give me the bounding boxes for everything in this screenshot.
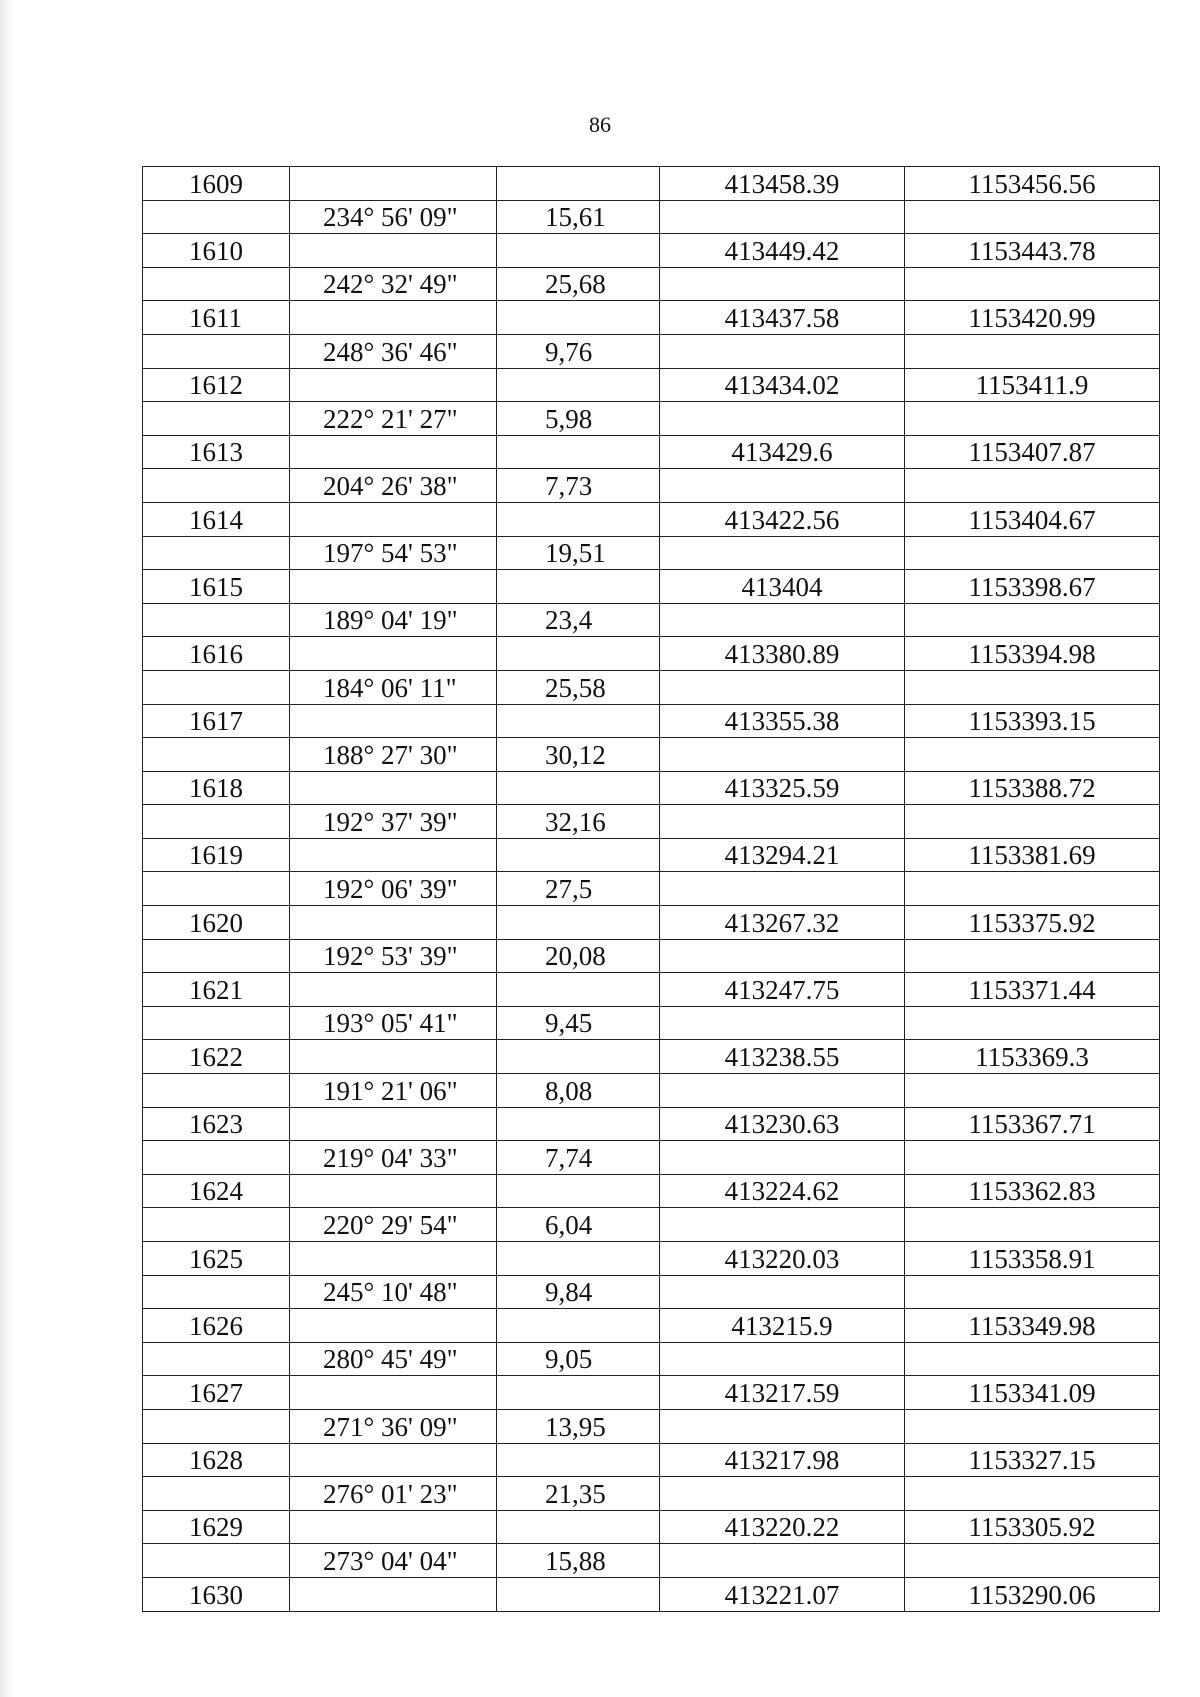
point-row bbox=[143, 1174, 1160, 1208]
empty-cell bbox=[497, 1376, 660, 1410]
empty-cell bbox=[143, 267, 290, 301]
empty-cell bbox=[660, 1544, 905, 1578]
empty-cell bbox=[143, 805, 290, 839]
empty-cell bbox=[905, 670, 1160, 704]
point-number: 1617 bbox=[143, 704, 290, 738]
y-coordinate: 1153305.92 bbox=[905, 1510, 1160, 1544]
segment-row bbox=[143, 267, 1160, 301]
y-coordinate: 1153398.67 bbox=[905, 570, 1160, 604]
empty-cell bbox=[660, 1006, 905, 1040]
x-coordinate: 413422.56 bbox=[660, 502, 905, 536]
segment-distance: 15,88 bbox=[497, 1544, 660, 1578]
bearing-angle: 219° 04' 33" bbox=[290, 1141, 497, 1175]
y-coordinate: 1153407.87 bbox=[905, 435, 1160, 469]
segment-distance: 25,58 bbox=[497, 670, 660, 704]
point-number: 1619 bbox=[143, 838, 290, 872]
empty-cell bbox=[143, 939, 290, 973]
x-coordinate: 413220.22 bbox=[660, 1510, 905, 1544]
segment-distance: 7,74 bbox=[497, 1141, 660, 1175]
x-coordinate: 413404 bbox=[660, 570, 905, 604]
y-coordinate: 1153327.15 bbox=[905, 1443, 1160, 1477]
point-row bbox=[143, 704, 1160, 738]
empty-cell bbox=[290, 1443, 497, 1477]
empty-cell bbox=[143, 738, 290, 772]
empty-cell bbox=[660, 738, 905, 772]
empty-cell bbox=[143, 469, 290, 503]
empty-cell bbox=[143, 872, 290, 906]
bearing-angle: 276° 01' 23" bbox=[290, 1477, 497, 1511]
point-number: 1628 bbox=[143, 1443, 290, 1477]
empty-cell bbox=[497, 1577, 660, 1611]
x-coordinate: 413238.55 bbox=[660, 1040, 905, 1074]
bearing-angle: 273° 04' 04" bbox=[290, 1544, 497, 1578]
empty-cell bbox=[290, 368, 497, 402]
coordinates-table bbox=[142, 166, 1160, 1612]
segment-row bbox=[143, 670, 1160, 704]
point-number: 1609 bbox=[143, 167, 290, 201]
point-row bbox=[143, 771, 1160, 805]
point-number: 1622 bbox=[143, 1040, 290, 1074]
point-row bbox=[143, 838, 1160, 872]
x-coordinate: 413437.58 bbox=[660, 301, 905, 335]
y-coordinate: 1153443.78 bbox=[905, 234, 1160, 268]
point-row bbox=[143, 1577, 1160, 1611]
empty-cell bbox=[143, 1342, 290, 1376]
point-row bbox=[143, 1107, 1160, 1141]
point-number: 1614 bbox=[143, 502, 290, 536]
segment-row bbox=[143, 939, 1160, 973]
empty-cell bbox=[660, 469, 905, 503]
point-number: 1611 bbox=[143, 301, 290, 335]
empty-cell bbox=[905, 1477, 1160, 1511]
empty-cell bbox=[290, 1242, 497, 1276]
empty-cell bbox=[290, 167, 497, 201]
segment-row bbox=[143, 402, 1160, 436]
empty-cell bbox=[143, 1208, 290, 1242]
y-coordinate: 1153456.56 bbox=[905, 167, 1160, 201]
page-number: 86 bbox=[589, 112, 611, 137]
point-row bbox=[143, 906, 1160, 940]
empty-cell bbox=[905, 1275, 1160, 1309]
bearing-angle: 280° 45' 49" bbox=[290, 1342, 497, 1376]
y-coordinate: 1153375.92 bbox=[905, 906, 1160, 940]
x-coordinate: 413325.59 bbox=[660, 771, 905, 805]
segment-distance: 30,12 bbox=[497, 738, 660, 772]
x-coordinate: 413224.62 bbox=[660, 1174, 905, 1208]
y-coordinate: 1153341.09 bbox=[905, 1376, 1160, 1410]
y-coordinate: 1153381.69 bbox=[905, 838, 1160, 872]
bearing-angle: 245° 10' 48" bbox=[290, 1275, 497, 1309]
empty-cell bbox=[660, 603, 905, 637]
segment-distance: 9,84 bbox=[497, 1275, 660, 1309]
empty-cell bbox=[143, 1544, 290, 1578]
empty-cell bbox=[290, 973, 497, 1007]
bearing-angle: 191° 21' 06" bbox=[290, 1074, 497, 1108]
segment-distance: 9,76 bbox=[497, 334, 660, 368]
empty-cell bbox=[905, 1409, 1160, 1443]
segment-row bbox=[143, 1208, 1160, 1242]
point-row bbox=[143, 973, 1160, 1007]
point-number: 1615 bbox=[143, 570, 290, 604]
point-row bbox=[143, 1309, 1160, 1343]
empty-cell bbox=[290, 1309, 497, 1343]
point-number: 1610 bbox=[143, 234, 290, 268]
y-coordinate: 1153394.98 bbox=[905, 637, 1160, 671]
y-coordinate: 1153393.15 bbox=[905, 704, 1160, 738]
empty-cell bbox=[905, 200, 1160, 234]
empty-cell bbox=[660, 1074, 905, 1108]
empty-cell bbox=[905, 1141, 1160, 1175]
bearing-angle: 193° 05' 41" bbox=[290, 1006, 497, 1040]
point-number: 1625 bbox=[143, 1242, 290, 1276]
x-coordinate: 413449.42 bbox=[660, 234, 905, 268]
empty-cell bbox=[660, 670, 905, 704]
empty-cell bbox=[143, 200, 290, 234]
segment-distance: 19,51 bbox=[497, 536, 660, 570]
empty-cell bbox=[497, 301, 660, 335]
empty-cell bbox=[497, 637, 660, 671]
segment-distance: 15,61 bbox=[497, 200, 660, 234]
empty-cell bbox=[290, 1107, 497, 1141]
empty-cell bbox=[497, 167, 660, 201]
empty-cell bbox=[660, 1141, 905, 1175]
y-coordinate: 1153349.98 bbox=[905, 1309, 1160, 1343]
empty-cell bbox=[143, 536, 290, 570]
empty-cell bbox=[290, 301, 497, 335]
empty-cell bbox=[905, 334, 1160, 368]
bearing-angle: 192° 53' 39" bbox=[290, 939, 497, 973]
empty-cell bbox=[497, 1107, 660, 1141]
empty-cell bbox=[905, 1342, 1160, 1376]
y-coordinate: 1153371.44 bbox=[905, 973, 1160, 1007]
bearing-angle: 222° 21' 27" bbox=[290, 402, 497, 436]
bearing-angle: 242° 32' 49" bbox=[290, 267, 497, 301]
empty-cell bbox=[660, 1409, 905, 1443]
bearing-angle: 234° 56' 09" bbox=[290, 200, 497, 234]
empty-cell bbox=[905, 267, 1160, 301]
empty-cell bbox=[290, 502, 497, 536]
y-coordinate: 1153367.71 bbox=[905, 1107, 1160, 1141]
x-coordinate: 413429.6 bbox=[660, 435, 905, 469]
x-coordinate: 413247.75 bbox=[660, 973, 905, 1007]
scan-edge-shadow bbox=[0, 0, 14, 1697]
point-number: 1612 bbox=[143, 368, 290, 402]
segment-row bbox=[143, 536, 1160, 570]
empty-cell bbox=[290, 1510, 497, 1544]
y-coordinate: 1153420.99 bbox=[905, 301, 1160, 335]
bearing-angle: 189° 04' 19" bbox=[290, 603, 497, 637]
point-row bbox=[143, 637, 1160, 671]
empty-cell bbox=[660, 1477, 905, 1511]
empty-cell bbox=[290, 704, 497, 738]
segment-distance: 7,73 bbox=[497, 469, 660, 503]
empty-cell bbox=[497, 704, 660, 738]
segment-distance: 6,04 bbox=[497, 1208, 660, 1242]
segment-distance: 9,05 bbox=[497, 1342, 660, 1376]
empty-cell bbox=[143, 603, 290, 637]
point-number: 1624 bbox=[143, 1174, 290, 1208]
y-coordinate: 1153358.91 bbox=[905, 1242, 1160, 1276]
empty-cell bbox=[143, 1141, 290, 1175]
point-row bbox=[143, 1376, 1160, 1410]
x-coordinate: 413221.07 bbox=[660, 1577, 905, 1611]
empty-cell bbox=[497, 368, 660, 402]
segment-row bbox=[143, 334, 1160, 368]
empty-cell bbox=[143, 1409, 290, 1443]
point-row bbox=[143, 1242, 1160, 1276]
empty-cell bbox=[905, 1208, 1160, 1242]
bearing-angle: 204° 26' 38" bbox=[290, 469, 497, 503]
empty-cell bbox=[497, 1040, 660, 1074]
empty-cell bbox=[290, 1376, 497, 1410]
bearing-angle: 192° 06' 39" bbox=[290, 872, 497, 906]
empty-cell bbox=[905, 536, 1160, 570]
empty-cell bbox=[290, 1577, 497, 1611]
point-number: 1621 bbox=[143, 973, 290, 1007]
segment-row bbox=[143, 469, 1160, 503]
point-number: 1629 bbox=[143, 1510, 290, 1544]
point-row bbox=[143, 368, 1160, 402]
empty-cell bbox=[143, 670, 290, 704]
point-number: 1618 bbox=[143, 771, 290, 805]
empty-cell bbox=[497, 838, 660, 872]
bearing-angle: 184° 06' 11" bbox=[290, 670, 497, 704]
empty-cell bbox=[660, 402, 905, 436]
bearing-angle: 188° 27' 30" bbox=[290, 738, 497, 772]
segment-distance: 9,45 bbox=[497, 1006, 660, 1040]
point-number: 1613 bbox=[143, 435, 290, 469]
empty-cell bbox=[290, 637, 497, 671]
point-row bbox=[143, 301, 1160, 335]
empty-cell bbox=[497, 435, 660, 469]
empty-cell bbox=[290, 771, 497, 805]
segment-distance: 5,98 bbox=[497, 402, 660, 436]
bearing-angle: 271° 36' 09" bbox=[290, 1409, 497, 1443]
point-row bbox=[143, 502, 1160, 536]
empty-cell bbox=[290, 838, 497, 872]
empty-cell bbox=[660, 536, 905, 570]
empty-cell bbox=[143, 1074, 290, 1108]
segment-row bbox=[143, 1544, 1160, 1578]
segment-row bbox=[143, 738, 1160, 772]
empty-cell bbox=[497, 973, 660, 1007]
x-coordinate: 413294.21 bbox=[660, 838, 905, 872]
empty-cell bbox=[905, 402, 1160, 436]
empty-cell bbox=[905, 872, 1160, 906]
empty-cell bbox=[660, 872, 905, 906]
empty-cell bbox=[497, 502, 660, 536]
empty-cell bbox=[290, 435, 497, 469]
x-coordinate: 413267.32 bbox=[660, 906, 905, 940]
empty-cell bbox=[143, 402, 290, 436]
segment-row bbox=[143, 1477, 1160, 1511]
x-coordinate: 413215.9 bbox=[660, 1309, 905, 1343]
empty-cell bbox=[660, 1342, 905, 1376]
empty-cell bbox=[290, 570, 497, 604]
segment-distance: 21,35 bbox=[497, 1477, 660, 1511]
empty-cell bbox=[290, 906, 497, 940]
point-number: 1616 bbox=[143, 637, 290, 671]
empty-cell bbox=[497, 1510, 660, 1544]
empty-cell bbox=[497, 1309, 660, 1343]
segment-row bbox=[143, 1074, 1160, 1108]
point-number: 1623 bbox=[143, 1107, 290, 1141]
empty-cell bbox=[497, 1174, 660, 1208]
empty-cell bbox=[143, 1477, 290, 1511]
coordinates-table-body bbox=[143, 167, 1160, 1612]
point-row bbox=[143, 435, 1160, 469]
segment-distance: 27,5 bbox=[497, 872, 660, 906]
x-coordinate: 413217.98 bbox=[660, 1443, 905, 1477]
empty-cell bbox=[660, 1208, 905, 1242]
bearing-angle: 248° 36' 46" bbox=[290, 334, 497, 368]
empty-cell bbox=[290, 234, 497, 268]
empty-cell bbox=[905, 939, 1160, 973]
empty-cell bbox=[905, 1006, 1160, 1040]
empty-cell bbox=[660, 1275, 905, 1309]
empty-cell bbox=[660, 200, 905, 234]
point-row bbox=[143, 1510, 1160, 1544]
point-number: 1626 bbox=[143, 1309, 290, 1343]
segment-distance: 32,16 bbox=[497, 805, 660, 839]
y-coordinate: 1153362.83 bbox=[905, 1174, 1160, 1208]
empty-cell bbox=[905, 738, 1160, 772]
empty-cell bbox=[290, 1174, 497, 1208]
point-row bbox=[143, 570, 1160, 604]
y-coordinate: 1153388.72 bbox=[905, 771, 1160, 805]
bearing-angle: 220° 29' 54" bbox=[290, 1208, 497, 1242]
x-coordinate: 413458.39 bbox=[660, 167, 905, 201]
segment-row bbox=[143, 1275, 1160, 1309]
point-number: 1630 bbox=[143, 1577, 290, 1611]
x-coordinate: 413434.02 bbox=[660, 368, 905, 402]
segment-row bbox=[143, 872, 1160, 906]
point-row bbox=[143, 1040, 1160, 1074]
empty-cell bbox=[497, 771, 660, 805]
segment-row bbox=[143, 1342, 1160, 1376]
bearing-angle: 197° 54' 53" bbox=[290, 536, 497, 570]
segment-distance: 23,4 bbox=[497, 603, 660, 637]
y-coordinate: 1153411.9 bbox=[905, 368, 1160, 402]
empty-cell bbox=[905, 1074, 1160, 1108]
segment-distance: 8,08 bbox=[497, 1074, 660, 1108]
segment-row bbox=[143, 603, 1160, 637]
empty-cell bbox=[497, 234, 660, 268]
empty-cell bbox=[905, 469, 1160, 503]
y-coordinate: 1153290.06 bbox=[905, 1577, 1160, 1611]
bearing-angle: 192° 37' 39" bbox=[290, 805, 497, 839]
empty-cell bbox=[660, 805, 905, 839]
point-row bbox=[143, 1443, 1160, 1477]
y-coordinate: 1153404.67 bbox=[905, 502, 1160, 536]
segment-distance: 13,95 bbox=[497, 1409, 660, 1443]
empty-cell bbox=[905, 1544, 1160, 1578]
segment-distance: 25,68 bbox=[497, 267, 660, 301]
empty-cell bbox=[905, 805, 1160, 839]
empty-cell bbox=[497, 1242, 660, 1276]
x-coordinate: 413220.03 bbox=[660, 1242, 905, 1276]
empty-cell bbox=[497, 570, 660, 604]
point-row bbox=[143, 167, 1160, 201]
empty-cell bbox=[660, 267, 905, 301]
x-coordinate: 413355.38 bbox=[660, 704, 905, 738]
empty-cell bbox=[497, 1443, 660, 1477]
segment-distance: 20,08 bbox=[497, 939, 660, 973]
point-number: 1620 bbox=[143, 906, 290, 940]
segment-row bbox=[143, 1141, 1160, 1175]
segment-row bbox=[143, 200, 1160, 234]
empty-cell bbox=[143, 1275, 290, 1309]
empty-cell bbox=[660, 939, 905, 973]
empty-cell bbox=[660, 334, 905, 368]
empty-cell bbox=[143, 1006, 290, 1040]
point-row bbox=[143, 234, 1160, 268]
x-coordinate: 413230.63 bbox=[660, 1107, 905, 1141]
empty-cell bbox=[905, 603, 1160, 637]
segment-row bbox=[143, 1006, 1160, 1040]
y-coordinate: 1153369.3 bbox=[905, 1040, 1160, 1074]
x-coordinate: 413380.89 bbox=[660, 637, 905, 671]
point-number: 1627 bbox=[143, 1376, 290, 1410]
segment-row bbox=[143, 1409, 1160, 1443]
x-coordinate: 413217.59 bbox=[660, 1376, 905, 1410]
segment-row bbox=[143, 805, 1160, 839]
empty-cell bbox=[497, 906, 660, 940]
empty-cell bbox=[143, 334, 290, 368]
empty-cell bbox=[290, 1040, 497, 1074]
